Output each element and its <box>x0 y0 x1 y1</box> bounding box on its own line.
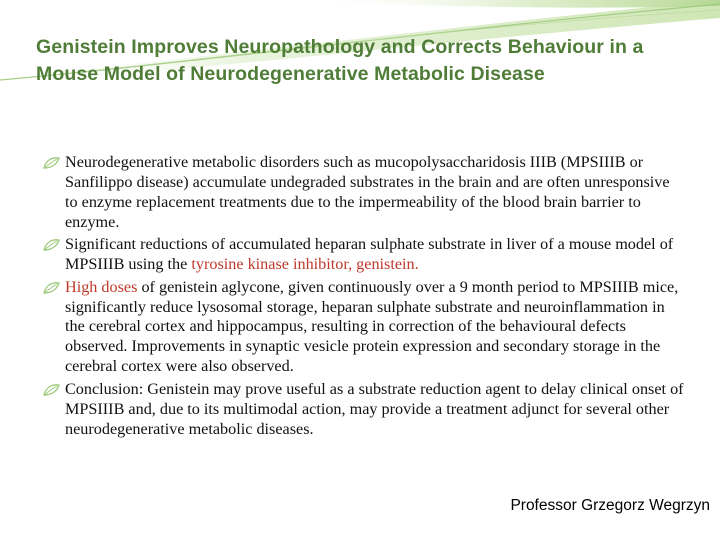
swoosh-band-top <box>300 0 720 8</box>
leaf-bullet-icon <box>43 238 61 252</box>
bullet-highlight-text: tyrosine kinase inhibitor, genistein. <box>191 255 419 274</box>
leaf-bullet-icon <box>43 383 61 397</box>
slide-title: Genistein Improves Neuropathology and Corrects Behaviour in a Mouse Model of Neurodegenerative Metabolic Disease <box>36 36 644 85</box>
presenter-name: Professor Grzegorz Wegrzyn <box>510 497 710 514</box>
bullet-item <box>43 153 685 233</box>
bullet-highlight-text: High doses <box>65 277 138 296</box>
bullet-text: Conclusion: Genistein may prove useful as a substrate reduction agent to delay clinical onset of MPSIIIB and, due to its multimodal action, may provide a treatment adjunct for several other neurodegenerative metabolic diseases. <box>65 379 684 438</box>
bullet-item <box>43 278 685 378</box>
bullet-text: Neurodegenerative metabolic disorders such as mucopolysaccharidosis IIIB (MPSIIIB or Sanfilippo disease) accumulate undegraded substrates in the brain and are often unresponsive to enzyme replacement treatments due to the impermeability of the blood brain barrier to enzyme. <box>65 153 670 231</box>
bullet-item <box>43 235 685 275</box>
bullet-list <box>43 153 685 442</box>
leaf-bullet-icon <box>43 156 61 170</box>
bullet-text: of genistein aglycone, given continuously over a 9 month period to MPSIIIB mice, significantly reduce lysosomal storage, heparan sulphate substrate and neuroinflammation in the cerebral cortex and hippocampus, resulting in correction of the behavioural defects observed. Improvements in synaptic vesicle protein expression and secondary storage in the cerebral cortex were also observed. <box>65 277 679 376</box>
bullet-text: Significant reductions of accumulated heparan sulphate substrate in liver of a mouse model of MPSIIIB using the <box>65 235 674 274</box>
leaf-bullet-icon <box>43 281 61 295</box>
bullet-item <box>43 380 685 440</box>
